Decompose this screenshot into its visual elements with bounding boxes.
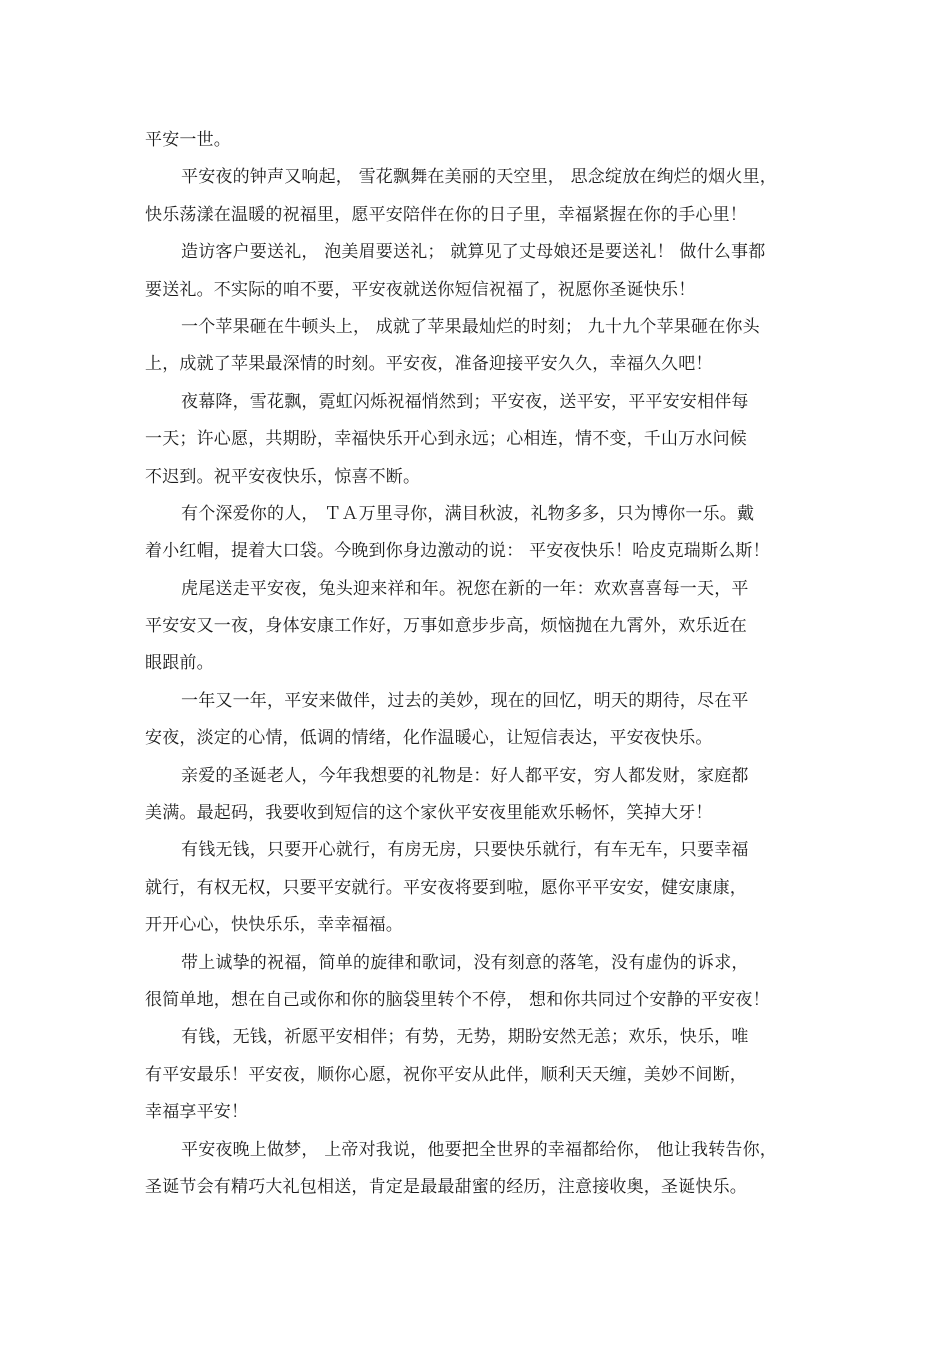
text-line: 要送礼。不实际的咱不要，平安夜就送你短信祝福了，祝愿你圣诞快乐！ xyxy=(145,279,696,300)
text-line: 有钱无钱，只要开心就行，有房无房，只要快乐就行，有车无车，只要幸福 xyxy=(181,840,749,861)
text-line: 安夜，淡定的心情，低调的情绪，化作温暖心，让短信表达，平安夜快乐。 xyxy=(145,728,713,749)
text-line: 平安夜的钟声又响起， 雪花飘舞在美丽的天空里， 思念绽放在绚烂的烟火里， xyxy=(181,167,778,188)
text-line: 有平安最乐！平安夜，顺你心愿，祝你平安从此伴，顺利天天缠，美妙不间断， xyxy=(145,1064,747,1085)
text-line: 美满。最起码，我要收到短信的这个家伙平安夜里能欢乐畅怀，笑掉大牙！ xyxy=(145,803,713,824)
text-line: 很简单地，想在自己或你和你的脑袋里转个不停， 想和你共同过个安静的平安夜！ xyxy=(145,989,770,1010)
document-body xyxy=(145,122,805,1206)
text-line: 夜幕降，雪花飘，霓虹闪烁祝福悄然到；平安夜，送平安，平平安安相伴每 xyxy=(181,391,749,412)
text-line: 亲爱的圣诞老人，今年我想要的礼物是：好人都平安，穷人都发财，家庭都 xyxy=(181,765,749,786)
text-line: 快乐荡漾在温暖的祝福里，愿平安陪伴在你的日子里，幸福紧握在你的手心里！ xyxy=(145,204,747,225)
text-line: 上，成就了苹果最深情的时刻。平安夜，准备迎接平安久久，幸福久久吧！ xyxy=(145,354,713,375)
text-line: 带上诚挚的祝福，简单的旋律和歌词，没有刻意的落笔，没有虚伪的诉求， xyxy=(181,952,749,973)
text-line: 开开心心，快快乐乐，幸幸福福。 xyxy=(145,915,403,936)
text-line: 不迟到。祝平安夜快乐，惊喜不断。 xyxy=(145,466,421,487)
text-line: 平安安又一夜，身体安康工作好，万事如意步步高，烦恼抛在九霄外，欢乐近在 xyxy=(145,616,747,637)
text-line: 有个深爱你的人， ＴＡ万里寻你，满目秋波，礼物多多，只为博你一乐。戴 xyxy=(181,503,755,524)
text-line: 一年又一年，平安来做伴，过去的美妙，现在的回忆，明天的期待，尽在平 xyxy=(181,690,749,711)
text-line: 着小红帽，提着大口袋。今晚到你身边激动的说： 平安夜快乐！哈皮克瑞斯么斯！ xyxy=(145,541,770,562)
text-line: 一天；许心愿，共期盼，幸福快乐开心到永远；心相连，情不变，千山万水问候 xyxy=(145,429,747,450)
text-line: 平安夜晚上做梦， 上帝对我说，他要把全世界的幸福都给你， 他让我转告你， xyxy=(181,1139,778,1160)
text-line: 有钱，无钱，祈愿平安相伴；有势，无势，期盼安然无恙；欢乐，快乐，唯 xyxy=(181,1027,749,1048)
text-line: 一个苹果砸在牛顿头上， 成就了苹果最灿烂的时刻； 九十九个苹果砸在你头 xyxy=(181,316,760,337)
text-line: 平安一世。 xyxy=(145,130,231,150)
text-line: 造访客户要送礼， 泡美眉要送礼； 就算见了丈母娘还是要送礼！ 做什么事都 xyxy=(181,242,766,263)
text-line: 虎尾送走平安夜，兔头迎来祥和年。祝您在新的一年：欢欢喜喜每一天，平 xyxy=(181,578,749,599)
text-line: 眼跟前。 xyxy=(145,653,214,674)
text-line: 圣诞节会有精巧大礼包相送，肯定是最最甜蜜的经历，注意接收奥，圣诞快乐。 xyxy=(145,1176,747,1197)
text-line: 就行，有权无权，只要平安就行。平安夜将要到啦，愿你平平安安，健安康康， xyxy=(145,877,747,898)
text-line: 幸福享平安！ xyxy=(145,1102,249,1123)
